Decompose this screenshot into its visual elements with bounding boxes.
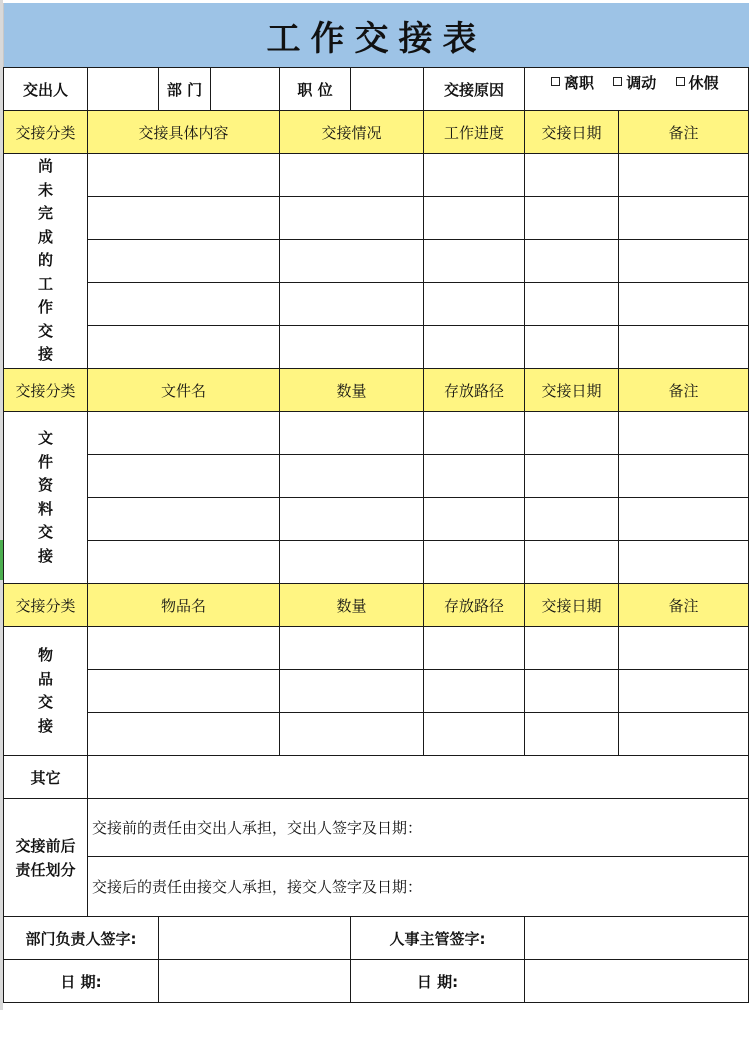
column-header: 交接情况 xyxy=(280,111,424,154)
checkbox-icon[interactable] xyxy=(551,77,560,86)
quantity-cell[interactable] xyxy=(280,455,424,498)
status-cell[interactable] xyxy=(280,326,424,369)
responsibility-after-field[interactable]: 交接后的责任由接交人承担，接交人签字及日期： xyxy=(88,857,749,917)
path-cell[interactable] xyxy=(424,455,525,498)
path-cell[interactable] xyxy=(424,541,525,584)
quantity-cell[interactable] xyxy=(280,412,424,455)
table-row xyxy=(4,541,749,584)
title-band xyxy=(3,3,749,67)
dept-head-signature-field[interactable] xyxy=(159,917,351,960)
table-row xyxy=(4,154,749,197)
quantity-cell[interactable] xyxy=(280,627,424,670)
responsibility-label: 交接前后 责任划分 xyxy=(4,799,88,917)
column-header: 交接日期 xyxy=(525,369,619,412)
category-header: 交接分类 xyxy=(4,369,88,412)
dept-head-date-field[interactable] xyxy=(159,960,351,1003)
date-cell[interactable] xyxy=(525,412,619,455)
quantity-cell[interactable] xyxy=(280,713,424,756)
section-header-unfinished-work xyxy=(4,111,749,154)
remark-cell[interactable] xyxy=(619,498,749,541)
remark-cell[interactable] xyxy=(619,283,749,326)
quantity-cell[interactable] xyxy=(280,498,424,541)
date-cell[interactable] xyxy=(525,627,619,670)
category-label-unfinished-work: 尚 未 完 成 的 工 作 交 接 xyxy=(4,154,88,369)
category-header: 交接分类 xyxy=(4,584,88,627)
remark-cell[interactable] xyxy=(619,154,749,197)
date-cell[interactable] xyxy=(525,154,619,197)
remark-cell[interactable] xyxy=(619,455,749,498)
path-cell[interactable] xyxy=(424,498,525,541)
table-row xyxy=(4,412,749,455)
column-header: 数量 xyxy=(280,369,424,412)
column-header: 交接日期 xyxy=(525,584,619,627)
column-header: 交接日期 xyxy=(525,111,619,154)
path-cell[interactable] xyxy=(424,627,525,670)
date-cell[interactable] xyxy=(525,541,619,584)
section-header-documents xyxy=(4,369,749,412)
remark-cell[interactable] xyxy=(619,240,749,283)
department-label: 部 门 xyxy=(159,68,211,111)
checkbox-icon[interactable] xyxy=(676,77,685,86)
filename-cell[interactable] xyxy=(88,498,280,541)
reason-label: 交接原因 xyxy=(424,68,525,111)
table-row xyxy=(4,197,749,240)
page-title: 工作交接表 xyxy=(266,18,487,59)
reason-option-leave[interactable]: 休假 xyxy=(676,74,719,92)
handover-form-table xyxy=(3,67,749,1003)
hr-signature-field[interactable] xyxy=(525,917,749,960)
remark-cell[interactable] xyxy=(619,627,749,670)
handover-person-label: 交出人 xyxy=(4,68,88,111)
quantity-cell[interactable] xyxy=(280,541,424,584)
hr-date-field[interactable] xyxy=(525,960,749,1003)
progress-cell[interactable] xyxy=(424,283,525,326)
path-cell[interactable] xyxy=(424,412,525,455)
column-header: 数量 xyxy=(280,584,424,627)
remark-cell[interactable] xyxy=(619,197,749,240)
path-cell[interactable] xyxy=(424,670,525,713)
content-cell[interactable] xyxy=(88,326,280,369)
content-cell[interactable] xyxy=(88,154,280,197)
other-field[interactable] xyxy=(88,756,749,799)
path-cell[interactable] xyxy=(424,713,525,756)
progress-cell[interactable] xyxy=(424,154,525,197)
reason-options xyxy=(525,68,749,111)
responsibility-row-before xyxy=(4,799,749,857)
column-header: 备注 xyxy=(619,111,749,154)
dept-head-date-label: 日 期: xyxy=(4,960,159,1003)
date-cell[interactable] xyxy=(525,455,619,498)
table-row xyxy=(4,283,749,326)
handover-person-field[interactable] xyxy=(88,68,159,111)
item-name-cell[interactable] xyxy=(88,627,280,670)
table-row xyxy=(4,240,749,283)
column-header: 备注 xyxy=(619,584,749,627)
position-field[interactable] xyxy=(351,68,424,111)
other-row xyxy=(4,756,749,799)
table-row xyxy=(4,498,749,541)
remark-cell[interactable] xyxy=(619,326,749,369)
remark-cell[interactable] xyxy=(619,670,749,713)
column-header: 交接具体内容 xyxy=(88,111,280,154)
column-header: 工作进度 xyxy=(424,111,525,154)
hr-date-label: 日 期: xyxy=(351,960,525,1003)
section-header-items xyxy=(4,584,749,627)
checkbox-icon[interactable] xyxy=(613,77,622,86)
category-header: 交接分类 xyxy=(4,111,88,154)
date-cell[interactable] xyxy=(525,283,619,326)
category-label-documents: 文 件 资 料 交 接 xyxy=(4,412,88,584)
item-name-cell[interactable] xyxy=(88,713,280,756)
other-label: 其它 xyxy=(4,756,88,799)
filename-cell[interactable] xyxy=(88,541,280,584)
remark-cell[interactable] xyxy=(619,412,749,455)
date-cell[interactable] xyxy=(525,713,619,756)
department-field[interactable] xyxy=(211,68,280,111)
responsibility-row-after xyxy=(4,857,749,917)
table-row xyxy=(4,326,749,369)
status-cell[interactable] xyxy=(280,240,424,283)
content-cell[interactable] xyxy=(88,240,280,283)
date-row xyxy=(4,960,749,1003)
column-header: 文件名 xyxy=(88,369,280,412)
hr-signature-label: 人事主管签字: xyxy=(351,917,525,960)
remark-cell[interactable] xyxy=(619,713,749,756)
column-header: 存放路径 xyxy=(424,369,525,412)
filename-cell[interactable] xyxy=(88,455,280,498)
date-cell[interactable] xyxy=(525,498,619,541)
content-cell[interactable] xyxy=(88,283,280,326)
table-row xyxy=(4,713,749,756)
dept-head-signature-label: 部门负责人签字: xyxy=(4,917,159,960)
table-row xyxy=(4,455,749,498)
table-row xyxy=(4,627,749,670)
progress-cell[interactable] xyxy=(424,197,525,240)
date-cell[interactable] xyxy=(525,326,619,369)
signature-row xyxy=(4,917,749,960)
column-header: 物品名 xyxy=(88,584,280,627)
responsibility-before-field[interactable]: 交接前的责任由交出人承担，交出人签字及日期： xyxy=(88,799,749,857)
status-cell[interactable] xyxy=(280,283,424,326)
column-header: 存放路径 xyxy=(424,584,525,627)
quantity-cell[interactable] xyxy=(280,670,424,713)
status-cell[interactable] xyxy=(280,197,424,240)
date-cell[interactable] xyxy=(525,240,619,283)
table-row xyxy=(4,670,749,713)
remark-cell[interactable] xyxy=(619,541,749,584)
content-cell[interactable] xyxy=(88,197,280,240)
position-label: 职 位 xyxy=(280,68,351,111)
category-label-items: 物 品 交 接 xyxy=(4,627,88,756)
filename-cell[interactable] xyxy=(88,412,280,455)
status-cell[interactable] xyxy=(280,154,424,197)
item-name-cell[interactable] xyxy=(88,670,280,713)
progress-cell[interactable] xyxy=(424,326,525,369)
date-cell[interactable] xyxy=(525,670,619,713)
column-header: 备注 xyxy=(619,369,749,412)
date-cell[interactable] xyxy=(525,197,619,240)
reason-option-resign[interactable]: 离职 xyxy=(551,74,594,92)
progress-cell[interactable] xyxy=(424,240,525,283)
reason-option-transfer[interactable]: 调动 xyxy=(613,74,656,92)
